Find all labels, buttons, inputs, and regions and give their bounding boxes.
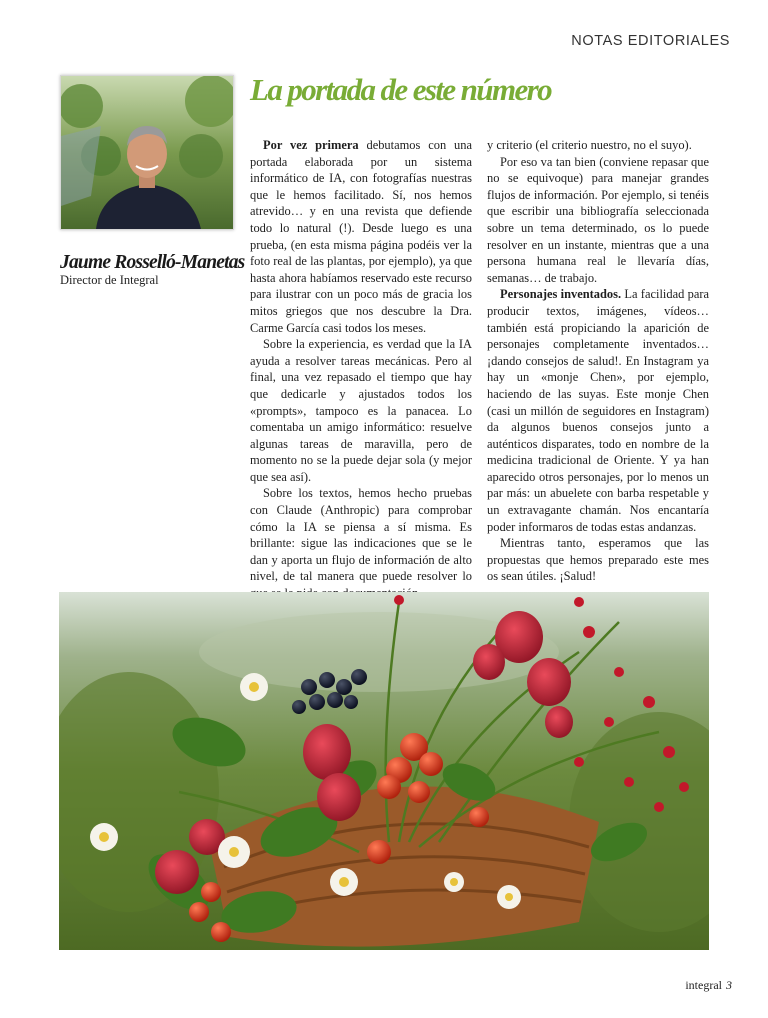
paragraph bbox=[487, 286, 709, 535]
paragraph bbox=[250, 137, 472, 336]
paragraph-text: Sobre la experiencia, es verdad que la IA ayuda a resolver tareas mecánicas. Pero al final, una vez repasado el tiempo que hay que dedicarle y ajustados todos los «prompts», tampoco es la panacea. Lo comentaba un amigo informático: resuelve algunas tareas de maravilla, pero de momento no se la puede dejar sola (y mejor que sea así). bbox=[250, 337, 472, 484]
paragraph bbox=[487, 535, 709, 585]
paragraph-text: debutamos con una portada elaborada por un sistema informático de IA, con fotografías nuestras que le hemos facilitado. Sí, nos hemos atrevido… y en una revista que defiende todo lo natural (!). Desde luego es una prueba, (en esta misma página podéis ver la foto real de las plantas, por ejemplo), ya que hasta ahora habíamos reservado este recurso para ilustrar con un poco más de gracia los mitos griegos que nos descubre la Dra. Carme García casi todos los meses. bbox=[250, 138, 472, 335]
paragraph-text: La facilidad para producir textos, imágenes, vídeos… también está propiciando la aparición de personajes completamente inventados… ¡dando consejos de salud!. En Instagram ya hay un «monje Chen», por ejemplo, haciendo de las suyas. Este monje Chen (casi un millón de seguidores en Instagram) da algunos buenos consejos junto a auténticos disparates, todo en nombre de la medicina tradicional de Oriente. Y ya han aparecido otros personajes, por lo menos un par más: un abuelete con barba respetable y un extravagante chamán. Nos encantaría poder informaros de todas estas andanzas. bbox=[487, 287, 710, 534]
author-name: Jaume Rosselló-Manetas bbox=[60, 252, 245, 273]
paragraph-text: Sobre los textos, hemos hecho pruebas con Claude (Anthropic) para comprobar cómo la IA se piensa a sí misma. Es brillante: sigue las indicaciones que se le dan y aporta un flujo de información de alto nivel, de tal manera que puede resolver lo bbox=[250, 486, 472, 584]
paragraph bbox=[487, 137, 709, 154]
page-footer bbox=[685, 978, 732, 993]
article-title: La portada de este número bbox=[250, 72, 551, 107]
article-column-1 bbox=[250, 137, 472, 602]
paragraph-text: y criterio (el criterio nuestro, no el suyo). bbox=[487, 138, 692, 152]
paragraph bbox=[250, 336, 472, 485]
section-label: NOTAS EDITORIALES bbox=[571, 33, 730, 49]
paragraph-text: Mientras tanto, esperamos que las propuestas que hemos preparado este mes os sean útiles. ¡Salud! bbox=[487, 536, 709, 584]
paragraph-lead: Por vez primera bbox=[263, 138, 359, 152]
paragraph-text: Por eso va tan bien (conviene repasar que no se equivoque) para manejar grandes flujos de información. Por ejemplo, si tenéis que escribir una bibliografía seleccionada sobre un tema determinado, os lo puede resolver en un instante, mientras que a una persona humana real le llevaría días, semanas… de trabajo. bbox=[487, 154, 709, 285]
article-column-2 bbox=[487, 137, 709, 585]
paragraph bbox=[487, 154, 709, 287]
author-role: Director de Integral bbox=[60, 273, 159, 287]
author-photo bbox=[60, 75, 234, 230]
paragraph bbox=[250, 485, 472, 601]
page-number: 3 bbox=[726, 978, 732, 992]
paragraph-lead: Personajes inventados. bbox=[500, 287, 622, 302]
magazine-name: integral bbox=[685, 978, 722, 992]
flower-basket-photo bbox=[59, 592, 709, 950]
